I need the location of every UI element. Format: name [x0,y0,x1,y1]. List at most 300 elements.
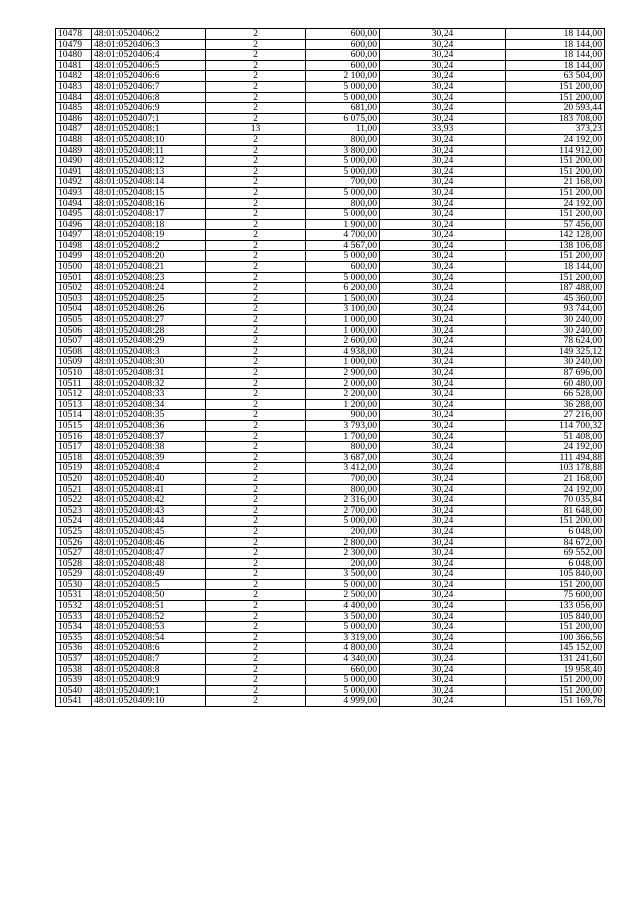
specific-value-cell: 30,24 [380,420,506,431]
table-row [56,283,605,294]
cadastral-value-cell: 19 958,40 [506,664,605,675]
group-code-cell: 2 [206,463,306,474]
specific-value-cell: 30,24 [380,219,506,230]
row-number-cell: 10525 [56,526,92,537]
specific-value-cell: 30,24 [380,526,506,537]
row-number-cell: 10507 [56,336,92,347]
cadastral-value-cell: 66 528,00 [506,389,605,400]
cadastral-number-cell: 48:01:0520408:19 [92,230,206,241]
group-code-cell: 2 [206,505,306,516]
area-cell: 5 000,00 [306,272,380,283]
group-code-cell: 2 [206,526,306,537]
group-code-cell: 2 [206,537,306,548]
area-cell: 3 319,00 [306,632,380,643]
row-number-cell: 10479 [56,39,92,50]
table-row [56,537,605,548]
row-number-cell: 10499 [56,251,92,262]
cadastral-value-cell: 18 144,00 [506,39,605,50]
table-row [56,187,605,198]
table-row [56,357,605,368]
group-code-cell: 2 [206,50,306,61]
area-cell: 5 000,00 [306,579,380,590]
cadastral-value-cell: 151 200,00 [506,166,605,177]
row-number-cell: 10524 [56,516,92,527]
cadastral-number-cell: 48:01:0520408:42 [92,495,206,506]
cadastral-number-cell: 48:01:0520408:46 [92,537,206,548]
table-row [56,103,605,114]
specific-value-cell: 33,93 [380,124,506,135]
row-number-cell: 10492 [56,177,92,188]
row-number-cell: 10508 [56,346,92,357]
table-row [56,505,605,516]
group-code-cell: 2 [206,240,306,251]
row-number-cell: 10478 [56,29,92,40]
specific-value-cell: 30,24 [380,558,506,569]
cadastral-value-cell: 18 144,00 [506,50,605,61]
row-number-cell: 10513 [56,399,92,410]
area-cell: 600,00 [306,50,380,61]
cadastral-value-cell: 69 552,00 [506,548,605,559]
cadastral-number-cell: 48:01:0520408:15 [92,187,206,198]
row-number-cell: 10512 [56,389,92,400]
area-cell: 5 000,00 [306,685,380,696]
group-code-cell: 2 [206,389,306,400]
area-cell: 1 000,00 [306,325,380,336]
table-row [56,431,605,442]
specific-value-cell: 30,24 [380,336,506,347]
group-code-cell: 2 [206,346,306,357]
cadastral-value-cell: 30 240,00 [506,325,605,336]
area-cell: 5 000,00 [306,92,380,103]
cadastral-value-cell: 100 366,56 [506,632,605,643]
row-number-cell: 10491 [56,166,92,177]
cadastral-number-cell: 48:01:0520408:53 [92,622,206,633]
row-number-cell: 10481 [56,60,92,71]
row-number-cell: 10486 [56,113,92,124]
group-code-cell: 2 [206,29,306,40]
specific-value-cell: 30,24 [380,611,506,622]
cadastral-value-cell: 21 168,00 [506,473,605,484]
cadastral-number-cell: 48:01:0520408:52 [92,611,206,622]
group-code-cell: 13 [206,124,306,135]
cadastral-number-cell: 48:01:0520408:37 [92,431,206,442]
row-number-cell: 10503 [56,293,92,304]
group-code-cell: 2 [206,230,306,241]
row-number-cell: 10497 [56,230,92,241]
group-code-cell: 2 [206,187,306,198]
cadastral-number-cell: 48:01:0520408:48 [92,558,206,569]
table-row [56,579,605,590]
row-number-cell: 10523 [56,505,92,516]
row-number-cell: 10496 [56,219,92,230]
cadastral-value-cell: 21 168,00 [506,177,605,188]
cadastral-number-cell: 48:01:0520408:16 [92,198,206,209]
area-cell: 4 999,00 [306,696,380,707]
cadastral-value-cell: 131 241,60 [506,654,605,665]
row-number-cell: 10509 [56,357,92,368]
area-cell: 2 900,00 [306,368,380,379]
row-number-cell: 10490 [56,156,92,167]
area-cell: 700,00 [306,473,380,484]
group-code-cell: 2 [206,262,306,273]
group-code-cell: 2 [206,134,306,145]
area-cell: 1 900,00 [306,219,380,230]
cadastral-number-cell: 48:01:0520408:8 [92,664,206,675]
group-code-cell: 2 [206,156,306,167]
group-code-cell: 2 [206,516,306,527]
cadastral-number-cell: 48:01:0520408:10 [92,134,206,145]
table-row [56,675,605,686]
specific-value-cell: 30,24 [380,293,506,304]
cadastral-number-cell: 48:01:0520406:9 [92,103,206,114]
cadastral-value-cell: 187 488,00 [506,283,605,294]
specific-value-cell: 30,24 [380,177,506,188]
area-cell: 2 316,00 [306,495,380,506]
table-row [56,92,605,103]
table-row [56,473,605,484]
group-code-cell: 2 [206,103,306,114]
area-cell: 3 793,00 [306,420,380,431]
row-number-cell: 10518 [56,452,92,463]
group-code-cell: 2 [206,39,306,50]
group-code-cell: 2 [206,378,306,389]
group-code-cell: 2 [206,293,306,304]
cadastral-value-cell: 6 048,00 [506,558,605,569]
area-cell: 700,00 [306,177,380,188]
row-number-cell: 10526 [56,537,92,548]
table-row [56,389,605,400]
cadastral-value-cell: 105 840,00 [506,569,605,580]
group-code-cell: 2 [206,209,306,220]
table-row [56,368,605,379]
row-number-cell: 10484 [56,92,92,103]
group-code-cell: 2 [206,71,306,82]
cadastral-value-cell: 151 169,76 [506,696,605,707]
group-code-cell: 2 [206,696,306,707]
specific-value-cell: 30,24 [380,156,506,167]
area-cell: 11,00 [306,124,380,135]
cadastral-number-cell: 48:01:0520408:43 [92,505,206,516]
group-code-cell: 2 [206,81,306,92]
row-number-cell: 10514 [56,410,92,421]
group-code-cell: 2 [206,420,306,431]
area-cell: 5 000,00 [306,516,380,527]
row-number-cell: 10480 [56,50,92,61]
row-number-cell: 10535 [56,632,92,643]
specific-value-cell: 30,24 [380,410,506,421]
group-code-cell: 2 [206,654,306,665]
cadastral-number-cell: 48:01:0520408:50 [92,590,206,601]
cadastral-value-cell: 84 672,00 [506,537,605,548]
table-row [56,685,605,696]
area-cell: 2 600,00 [306,336,380,347]
specific-value-cell: 30,24 [380,442,506,453]
specific-value-cell: 30,24 [380,463,506,474]
table-row [56,145,605,156]
cadastral-value-cell: 142 128,00 [506,230,605,241]
row-number-cell: 10493 [56,187,92,198]
table-row [56,410,605,421]
area-cell: 800,00 [306,442,380,453]
cadastral-value-cell: 151 200,00 [506,156,605,167]
table-row [56,643,605,654]
table-row [56,526,605,537]
group-code-cell: 2 [206,611,306,622]
specific-value-cell: 30,24 [380,357,506,368]
group-code-cell: 2 [206,442,306,453]
table-row [56,230,605,241]
table-row [56,304,605,315]
table-row [56,336,605,347]
group-code-cell: 2 [206,643,306,654]
specific-value-cell: 30,24 [380,569,506,580]
group-code-cell: 2 [206,325,306,336]
cadastral-value-cell: 30 240,00 [506,357,605,368]
specific-value-cell: 30,24 [380,389,506,400]
table-row [56,166,605,177]
cadastral-value-cell: 151 200,00 [506,81,605,92]
specific-value-cell: 30,24 [380,654,506,665]
row-number-cell: 10517 [56,442,92,453]
specific-value-cell: 30,24 [380,590,506,601]
row-number-cell: 10495 [56,209,92,220]
specific-value-cell: 30,24 [380,92,506,103]
area-cell: 4 567,00 [306,240,380,251]
cadastral-number-cell: 48:01:0520406:2 [92,29,206,40]
cadastral-number-cell: 48:01:0520408:12 [92,156,206,167]
cadastral-value-cell: 151 200,00 [506,209,605,220]
table-row [56,484,605,495]
area-cell: 5 000,00 [306,675,380,686]
area-cell: 900,00 [306,410,380,421]
table-row [56,442,605,453]
table-row [56,81,605,92]
area-cell: 2 000,00 [306,378,380,389]
cadastral-value-cell: 24 192,00 [506,198,605,209]
area-cell: 4 938,00 [306,346,380,357]
group-code-cell: 2 [206,558,306,569]
area-cell: 5 000,00 [306,81,380,92]
cadastral-value-cell: 60 480,00 [506,378,605,389]
specific-value-cell: 30,24 [380,209,506,220]
specific-value-cell: 30,24 [380,304,506,315]
cadastral-value-cell: 6 048,00 [506,526,605,537]
area-cell: 5 000,00 [306,251,380,262]
group-code-cell: 2 [206,569,306,580]
cadastral-value-cell: 151 200,00 [506,251,605,262]
area-cell: 1 200,00 [306,399,380,410]
cadastral-value-cell: 57 456,00 [506,219,605,230]
cadastral-value-cell: 30 240,00 [506,315,605,326]
cadastral-number-cell: 48:01:0520408:36 [92,420,206,431]
specific-value-cell: 30,24 [380,39,506,50]
table-row [56,272,605,283]
cadastral-number-cell: 48:01:0520408:40 [92,473,206,484]
cadastral-value-cell: 87 696,00 [506,368,605,379]
area-cell: 5 000,00 [306,622,380,633]
specific-value-cell: 30,24 [380,495,506,506]
specific-value-cell: 30,24 [380,431,506,442]
row-number-cell: 10500 [56,262,92,273]
cadastral-value-cell: 138 106,08 [506,240,605,251]
table-body [56,29,605,707]
cadastral-number-cell: 48:01:0520408:29 [92,336,206,347]
cadastral-value-cell: 373,23 [506,124,605,135]
group-code-cell: 2 [206,685,306,696]
specific-value-cell: 30,24 [380,601,506,612]
row-number-cell: 10511 [56,378,92,389]
area-cell: 3 500,00 [306,611,380,622]
row-number-cell: 10538 [56,664,92,675]
table-row [56,601,605,612]
cadastral-value-cell: 151 200,00 [506,675,605,686]
table-row [56,399,605,410]
cadastral-number-cell: 48:01:0520408:38 [92,442,206,453]
cadastral-value-cell: 75 600,00 [506,590,605,601]
cadastral-number-cell: 48:01:0520408:4 [92,463,206,474]
area-cell: 2 700,00 [306,505,380,516]
row-number-cell: 10520 [56,473,92,484]
area-cell: 4 700,00 [306,230,380,241]
area-cell: 800,00 [306,134,380,145]
cadastral-value-cell: 70 035,84 [506,495,605,506]
cadastral-number-cell: 48:01:0520406:8 [92,92,206,103]
group-code-cell: 2 [206,675,306,686]
cadastral-value-cell: 133 056,00 [506,601,605,612]
cadastral-value-cell: 149 325,12 [506,346,605,357]
group-code-cell: 2 [206,664,306,675]
table-row [56,664,605,675]
specific-value-cell: 30,24 [380,399,506,410]
group-code-cell: 2 [206,484,306,495]
group-code-cell: 2 [206,579,306,590]
cadastral-value-cell: 145 152,00 [506,643,605,654]
cadastral-number-cell: 48:01:0520408:9 [92,675,206,686]
area-cell: 2 200,00 [306,389,380,400]
specific-value-cell: 30,24 [380,484,506,495]
specific-value-cell: 30,24 [380,675,506,686]
cadastral-number-cell: 48:01:0520406:6 [92,71,206,82]
row-number-cell: 10521 [56,484,92,495]
cadastral-value-cell: 183 708,00 [506,113,605,124]
specific-value-cell: 30,24 [380,368,506,379]
cadastral-number-cell: 48:01:0520406:4 [92,50,206,61]
table-row [56,240,605,251]
group-code-cell: 2 [206,632,306,643]
area-cell: 2 300,00 [306,548,380,559]
row-number-cell: 10498 [56,240,92,251]
area-cell: 200,00 [306,558,380,569]
table-row [56,654,605,665]
area-cell: 600,00 [306,39,380,50]
specific-value-cell: 30,24 [380,664,506,675]
table-row [56,293,605,304]
group-code-cell: 2 [206,272,306,283]
row-number-cell: 10539 [56,675,92,686]
table-row [56,134,605,145]
cadastral-number-cell: 48:01:0520408:39 [92,452,206,463]
area-cell: 681,00 [306,103,380,114]
cadastral-number-cell: 48:01:0520408:35 [92,410,206,421]
specific-value-cell: 30,24 [380,643,506,654]
row-number-cell: 10534 [56,622,92,633]
cadastral-value-cell: 111 494,88 [506,452,605,463]
cadastral-number-cell: 48:01:0520408:17 [92,209,206,220]
row-number-cell: 10482 [56,71,92,82]
specific-value-cell: 30,24 [380,240,506,251]
row-number-cell: 10510 [56,368,92,379]
cadastral-value-cell: 36 288,00 [506,399,605,410]
group-code-cell: 2 [206,198,306,209]
area-cell: 5 000,00 [306,209,380,220]
group-code-cell: 2 [206,113,306,124]
table-row [56,632,605,643]
cadastral-value-cell: 51 408,00 [506,431,605,442]
table-row [56,251,605,262]
table-row [56,569,605,580]
area-cell: 1 500,00 [306,293,380,304]
table-row [56,39,605,50]
group-code-cell: 2 [206,60,306,71]
cadastral-number-cell: 48:01:0520408:30 [92,357,206,368]
area-cell: 3 100,00 [306,304,380,315]
area-cell: 1 000,00 [306,357,380,368]
table-row [56,611,605,622]
row-number-cell: 10533 [56,611,92,622]
cadastral-number-cell: 48:01:0520408:18 [92,219,206,230]
cadastral-value-cell: 18 144,00 [506,29,605,40]
row-number-cell: 10502 [56,283,92,294]
specific-value-cell: 30,24 [380,537,506,548]
group-code-cell: 2 [206,410,306,421]
area-cell: 3 500,00 [306,569,380,580]
specific-value-cell: 30,24 [380,187,506,198]
specific-value-cell: 30,24 [380,579,506,590]
area-cell: 660,00 [306,664,380,675]
area-cell: 2 100,00 [306,71,380,82]
cadastral-number-cell: 48:01:0520408:25 [92,293,206,304]
group-code-cell: 2 [206,431,306,442]
row-number-cell: 10485 [56,103,92,114]
cadastral-number-cell: 48:01:0520406:3 [92,39,206,50]
specific-value-cell: 30,24 [380,622,506,633]
specific-value-cell: 30,24 [380,251,506,262]
group-code-cell: 2 [206,219,306,230]
area-cell: 4 800,00 [306,643,380,654]
group-code-cell: 2 [206,92,306,103]
specific-value-cell: 30,24 [380,378,506,389]
row-number-cell: 10501 [56,272,92,283]
cadastral-value-table [55,28,605,707]
row-number-cell: 10519 [56,463,92,474]
specific-value-cell: 30,24 [380,505,506,516]
specific-value-cell: 30,24 [380,198,506,209]
table-row [56,29,605,40]
row-number-cell: 10540 [56,685,92,696]
specific-value-cell: 30,24 [380,346,506,357]
area-cell: 1 000,00 [306,315,380,326]
row-number-cell: 10494 [56,198,92,209]
cadastral-number-cell: 48:01:0520408:21 [92,262,206,273]
table-row [56,516,605,527]
area-cell: 1 700,00 [306,431,380,442]
cadastral-number-cell: 48:01:0520407:1 [92,113,206,124]
area-cell: 4 340,00 [306,654,380,665]
row-number-cell: 10527 [56,548,92,559]
group-code-cell: 2 [206,622,306,633]
cadastral-number-cell: 48:01:0520408:27 [92,315,206,326]
group-code-cell: 2 [206,145,306,156]
